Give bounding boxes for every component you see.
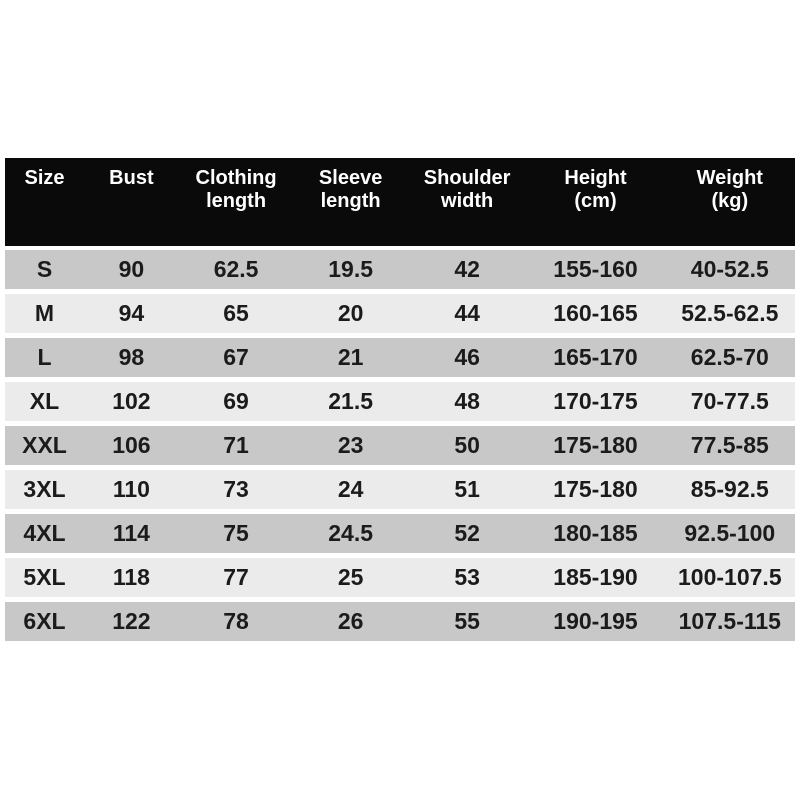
- cell-shoulder-width: 46: [454, 344, 480, 370]
- cell-height: 155-160: [553, 256, 638, 282]
- column-header-bust: [84, 158, 179, 246]
- column-header-line: length: [320, 190, 381, 212]
- cell-height: 175-180: [553, 432, 638, 458]
- cell-clothing-length: 71: [223, 432, 249, 458]
- cell-clothing-length: 67: [223, 344, 249, 370]
- column-header-line: (kg): [711, 190, 749, 212]
- cell-bust: 98: [118, 344, 145, 370]
- column-header-height: [526, 158, 664, 246]
- cell-weight: 62.5-70: [690, 344, 769, 370]
- column-header-line: Sleeve: [318, 167, 383, 189]
- cell-shoulder-width: 50: [454, 432, 480, 458]
- cell-weight: 92.5-100: [684, 520, 776, 546]
- cell-shoulder-width: 44: [454, 300, 480, 326]
- cell-clothing-length: 77: [223, 564, 249, 590]
- cell-size: XXL: [22, 432, 67, 458]
- table-row-xl: [5, 382, 795, 421]
- cell-sleeve-length: 26: [337, 608, 364, 634]
- table-row-5xl: [5, 558, 795, 597]
- cell-clothing-length: 75: [223, 520, 249, 546]
- cell-weight: 85-92.5: [690, 476, 769, 502]
- cell-weight: 70-77.5: [690, 388, 769, 414]
- cell-bust: 94: [118, 300, 145, 326]
- cell-shoulder-width: 48: [454, 388, 480, 414]
- column-header-line: Clothing: [195, 167, 277, 189]
- cell-weight: 52.5-62.5: [681, 300, 779, 326]
- cell-bust: 90: [118, 256, 145, 282]
- cell-height: 165-170: [553, 344, 638, 370]
- cell-size: XL: [29, 388, 60, 414]
- cell-size: 3XL: [23, 476, 66, 502]
- column-header-line: length: [206, 190, 267, 212]
- cell-sleeve-length: 20: [337, 300, 364, 326]
- column-header-line: Shoulder: [423, 167, 511, 189]
- cell-weight: 77.5-85: [690, 432, 769, 458]
- cell-sleeve-length: 24.5: [328, 520, 373, 546]
- column-header-size: [5, 158, 84, 246]
- cell-height: 190-195: [553, 608, 638, 634]
- column-header-sleeve-length: [293, 158, 408, 246]
- cell-bust: 106: [112, 432, 151, 458]
- cell-height: 185-190: [553, 564, 638, 590]
- column-header-weight: [665, 158, 795, 246]
- table-row-l: [5, 338, 795, 377]
- size-chart-table: [5, 158, 795, 641]
- cell-weight: 100-107.5: [678, 564, 782, 590]
- column-header-clothing-length: [179, 158, 294, 246]
- cell-shoulder-width: 51: [454, 476, 480, 502]
- table-header-row: [5, 158, 795, 246]
- cell-size: M: [34, 300, 55, 326]
- cell-height: 175-180: [553, 476, 638, 502]
- table-row-m: [5, 294, 795, 333]
- cell-sleeve-length: 25: [337, 564, 364, 590]
- column-header-line: width: [441, 190, 494, 212]
- cell-clothing-length: 69: [223, 388, 249, 414]
- cell-bust: 114: [112, 520, 150, 546]
- cell-weight: 40-52.5: [690, 256, 769, 282]
- cell-sleeve-length: 21.5: [328, 388, 373, 414]
- table-row-s: [5, 250, 795, 289]
- table-row-3xl: [5, 470, 795, 509]
- table-row-4xl: [5, 514, 795, 553]
- cell-height: 180-185: [553, 520, 638, 546]
- column-header-shoulder-width: [408, 158, 527, 246]
- cell-clothing-length: 65: [223, 300, 249, 326]
- cell-size: 6XL: [23, 608, 66, 634]
- cell-weight: 107.5-115: [678, 608, 781, 634]
- cell-bust: 110: [112, 476, 150, 502]
- cell-height: 170-175: [553, 388, 638, 414]
- cell-size: 5XL: [23, 564, 66, 590]
- cell-bust: 122: [112, 608, 151, 634]
- cell-shoulder-width: 52: [454, 520, 480, 546]
- cell-size: 4XL: [23, 520, 66, 546]
- cell-shoulder-width: 42: [454, 256, 480, 282]
- column-header-line: Size: [24, 167, 65, 189]
- column-header-line: Weight: [696, 167, 763, 189]
- table-row-6xl: [5, 602, 795, 641]
- cell-bust: 102: [112, 388, 151, 414]
- cell-sleeve-length: 24: [337, 476, 364, 502]
- column-header-line: (cm): [574, 190, 617, 212]
- cell-bust: 118: [112, 564, 150, 590]
- cell-size: L: [37, 344, 52, 370]
- table-row-xxl: [5, 426, 795, 465]
- cell-height: 160-165: [553, 300, 638, 326]
- cell-clothing-length: 62.5: [213, 256, 259, 282]
- column-header-line: Bust: [109, 167, 154, 189]
- cell-shoulder-width: 55: [454, 608, 480, 634]
- cell-clothing-length: 78: [223, 608, 249, 634]
- cell-sleeve-length: 21: [337, 344, 364, 370]
- cell-sleeve-length: 23: [337, 432, 364, 458]
- cell-size: S: [36, 256, 53, 282]
- column-header-line: Height: [564, 167, 627, 189]
- cell-shoulder-width: 53: [454, 564, 480, 590]
- cell-sleeve-length: 19.5: [328, 256, 373, 282]
- cell-clothing-length: 73: [223, 476, 249, 502]
